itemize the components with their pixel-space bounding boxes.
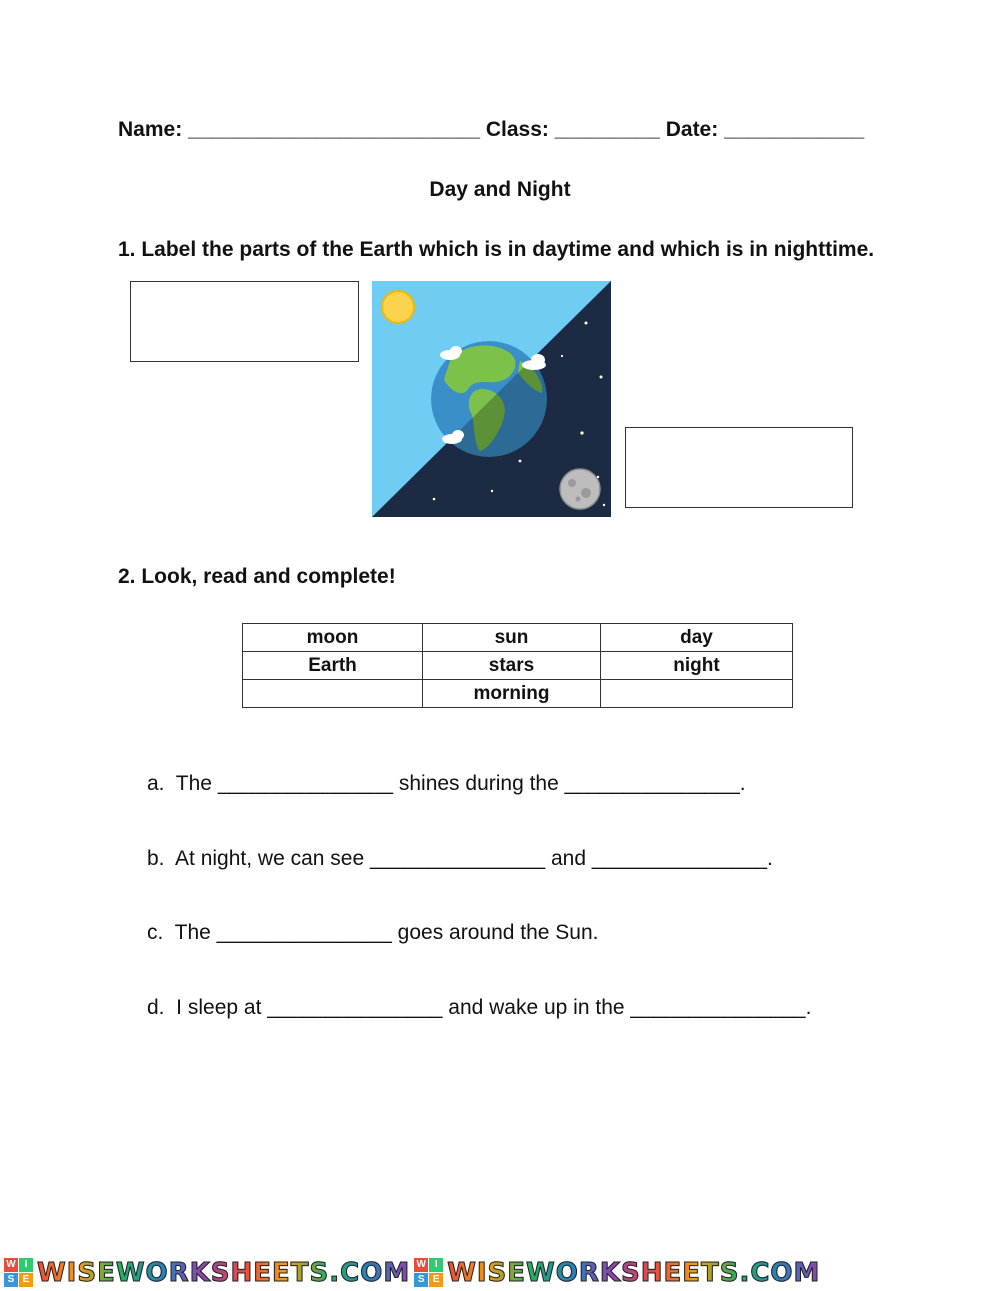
logo-icon: W I S E <box>4 1258 33 1287</box>
sentence-c[interactable]: c. The _______________ goes around the Sun. <box>147 921 599 944</box>
table-row <box>243 680 793 708</box>
class-blank[interactable]: _________ <box>554 118 660 141</box>
earth-day-night-illustration <box>372 281 611 517</box>
table-cell: Earth <box>243 652 423 680</box>
table-cell <box>243 680 423 708</box>
table-cell: sun <box>423 624 601 652</box>
header-line <box>118 118 864 142</box>
sentence-a[interactable]: a. The _______________ shines during the _______________. <box>147 772 746 795</box>
watermark-text: WISEWORKSHEETS.COM <box>447 1257 821 1288</box>
moon-icon <box>560 469 600 509</box>
footer-watermark <box>0 1254 1000 1291</box>
name-label: Name: <box>118 118 183 141</box>
class-label: Class: <box>485 118 549 141</box>
word-bank-table <box>242 623 793 708</box>
worksheet-title: Day and Night <box>429 178 571 201</box>
watermark-group <box>4 1254 410 1291</box>
table-cell: morning <box>423 680 601 708</box>
question-2: 2. Look, read and complete! <box>118 565 396 588</box>
table-cell <box>601 680 793 708</box>
watermark-text: WISEWORKSHEETS.COM <box>37 1257 411 1288</box>
daytime-label-box[interactable] <box>130 281 359 362</box>
logo-icon: W I S E <box>414 1258 443 1287</box>
question-1: 1. Label the parts of the Earth which is in daytime and which is in nighttime. <box>118 238 875 261</box>
table-cell: stars <box>423 652 601 680</box>
table-row <box>243 624 793 652</box>
date-blank[interactable]: ____________ <box>724 118 865 141</box>
table-cell: night <box>601 652 793 680</box>
sun-icon <box>382 291 414 323</box>
sentence-b[interactable]: b. At night, we can see _______________ and _______________. <box>147 847 773 870</box>
date-label: Date: <box>665 118 719 141</box>
name-blank[interactable]: _________________________ <box>188 118 481 141</box>
table-cell: day <box>601 624 793 652</box>
nighttime-label-box[interactable] <box>625 427 853 508</box>
watermark-group <box>414 1254 820 1291</box>
table-cell: moon <box>243 624 423 652</box>
sentence-d[interactable]: d. I sleep at _______________ and wake up in the _______________. <box>147 996 812 1019</box>
table-row <box>243 652 793 680</box>
